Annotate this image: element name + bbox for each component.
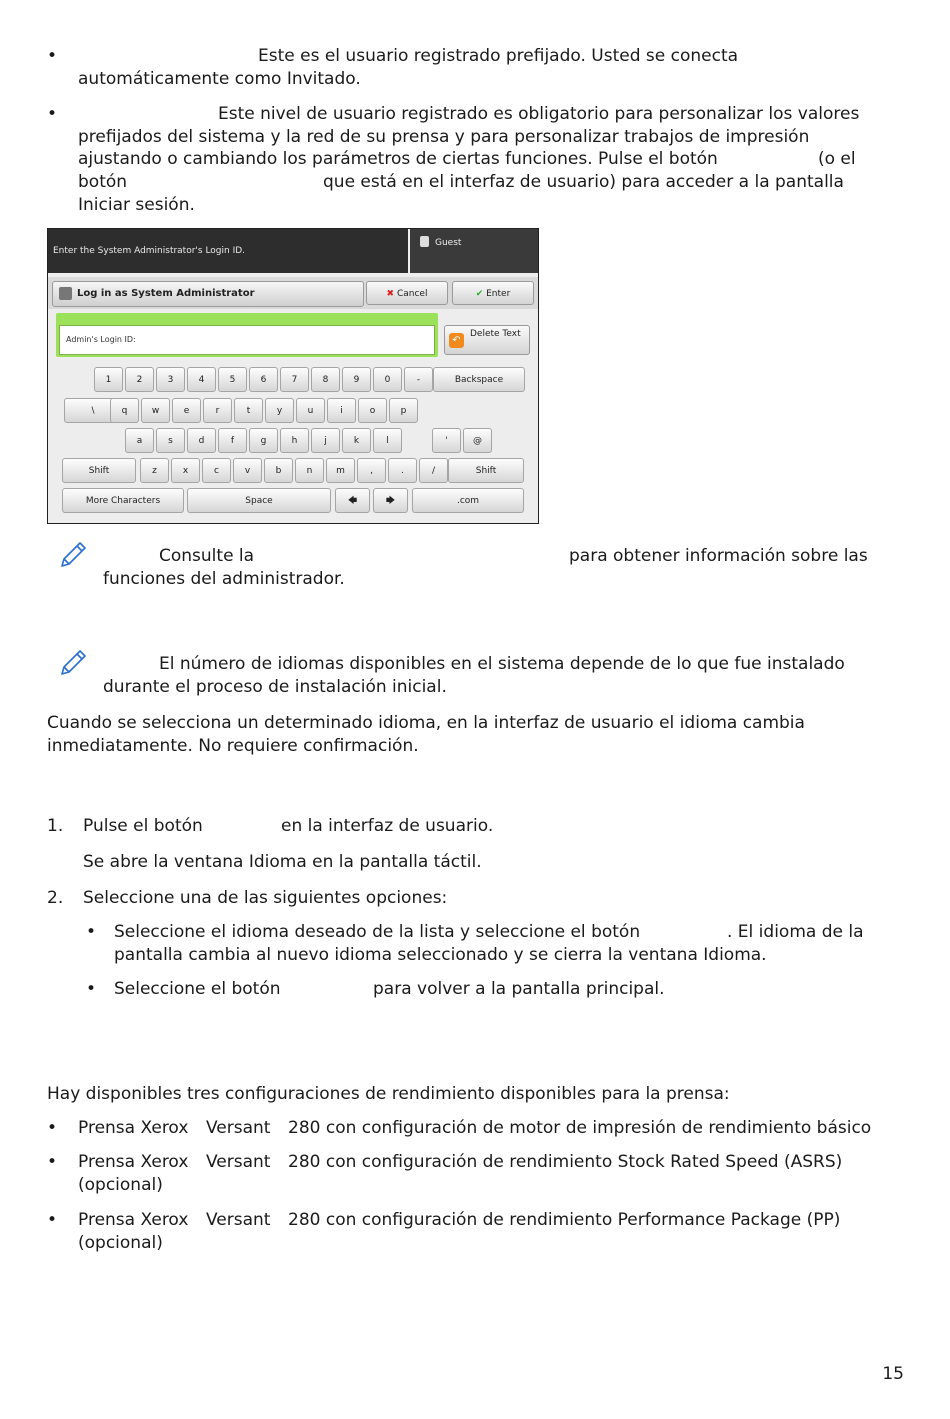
key[interactable]: 8 [311, 367, 340, 392]
key[interactable]: , [357, 458, 386, 483]
key[interactable]: 3 [156, 367, 185, 392]
guest-indicator [410, 229, 538, 273]
key[interactable]: \ [64, 398, 122, 423]
bullet-mark: • [86, 922, 97, 942]
note-text: durante el proceso de instalación inicial. [103, 677, 447, 697]
key[interactable]: l [373, 428, 402, 453]
bullet-text: pantalla cambia al nuevo idioma seleccionado y se cierra la ventana Idioma. [114, 945, 767, 965]
key[interactable]: e [172, 398, 201, 423]
pencil-icon [58, 648, 88, 678]
key[interactable]: n [295, 458, 324, 483]
user-icon [59, 287, 72, 300]
note-text: para obtener información sobre las [569, 546, 868, 566]
key[interactable]: y [265, 398, 294, 423]
login-id-label: Admin's Login ID: [66, 335, 136, 344]
key[interactable]: x [171, 458, 200, 483]
more-characters-key[interactable]: More Characters [62, 488, 184, 513]
bullet-mark: • [47, 46, 58, 66]
perf-text: (opcional) [78, 1233, 163, 1253]
cancel-button[interactable] [366, 281, 448, 305]
key[interactable]: 1 [94, 367, 123, 392]
prompt-text: Enter the System Administrator's Login ID. [53, 246, 246, 256]
key[interactable]: / [419, 458, 448, 483]
key[interactable]: m [326, 458, 355, 483]
perf-text: Versant [206, 1118, 271, 1138]
bullet-text: para volver a la pantalla principal. [373, 979, 665, 999]
key[interactable]: p [389, 398, 418, 423]
prompt-bar [48, 229, 408, 273]
key[interactable]: 2 [125, 367, 154, 392]
lock-icon [420, 236, 429, 247]
shift-key[interactable]: Shift [62, 458, 136, 483]
step-number: 1. [47, 816, 64, 836]
key[interactable]: c [202, 458, 231, 483]
key[interactable]: . [388, 458, 417, 483]
key[interactable]: v [233, 458, 262, 483]
key[interactable]: 0 [373, 367, 402, 392]
perf-text: (opcional) [78, 1175, 163, 1195]
paragraph: Hay disponibles tres configuraciones de rendimiento disponibles para la prensa: [47, 1084, 730, 1104]
delete-text-button[interactable] [444, 325, 530, 355]
bullet-text: que está en el interfaz de usuario) para acceder a la pantalla [323, 172, 844, 192]
key[interactable]: 7 [280, 367, 309, 392]
cancel-label: Cancel [396, 289, 428, 299]
key[interactable]: k [342, 428, 371, 453]
cancel-icon: ✖ [386, 289, 395, 299]
step-number: 2. [47, 888, 64, 908]
login-title-label: Log in as System Administrator [77, 288, 255, 299]
note-text: Consulte la [159, 546, 255, 566]
perf-text: 280 con configuración de rendimiento Performance Package (PP) [288, 1210, 841, 1230]
enter-label: Enter [486, 289, 511, 299]
key[interactable]: o [358, 398, 387, 423]
note-text: funciones del administrador. [103, 569, 345, 589]
key[interactable]: @ [463, 428, 492, 453]
bullet-mark: • [47, 1118, 58, 1138]
bullet-text: automáticamente como Invitado. [78, 69, 361, 89]
login-id-input[interactable] [59, 325, 435, 355]
bullet-text: (o el [818, 149, 856, 169]
delete-text-label: Delete Text [470, 329, 521, 339]
bullet-text: ajustando o cambiando los parámetros de ciertas funciones. Pulse el botón [78, 149, 718, 169]
shift-key[interactable]: Shift [448, 458, 524, 483]
arrow-right-key[interactable]: 🡆 [373, 488, 408, 513]
perf-text: Versant [206, 1152, 271, 1172]
enter-button[interactable] [452, 281, 534, 305]
bullet-mark: • [47, 104, 58, 124]
key[interactable]: 9 [342, 367, 371, 392]
key[interactable]: s [156, 428, 185, 453]
key[interactable]: g [249, 428, 278, 453]
bullet-mark: • [86, 979, 97, 999]
dotcom-key[interactable]: .com [412, 488, 524, 513]
arrow-left-key[interactable]: 🡄 [335, 488, 370, 513]
key[interactable]: 6 [249, 367, 278, 392]
key[interactable]: 4 [187, 367, 216, 392]
step-text: en la interfaz de usuario. [281, 816, 494, 836]
paragraph: inmediatamente. No requiere confirmación. [47, 736, 419, 756]
key[interactable]: ' [432, 428, 461, 453]
perf-text: Prensa Xerox [78, 1118, 189, 1138]
paragraph: Cuando se selecciona un determinado idioma, en la interfaz de usuario el idioma cambia [47, 713, 805, 733]
key[interactable]: t [234, 398, 263, 423]
key[interactable]: r [203, 398, 232, 423]
perf-text: 280 con configuración de motor de impresión de rendimiento básico [288, 1118, 872, 1138]
note-text: El número de idiomas disponibles en el sistema depende de lo que fue instalado [159, 654, 845, 674]
bullet-text: Este nivel de usuario registrado es obligatorio para personalizar los valores [218, 104, 860, 124]
bullet-text: Seleccione el botón [114, 979, 281, 999]
backspace-key[interactable]: Backspace [433, 367, 525, 392]
login-id-wrap [56, 313, 438, 357]
key[interactable]: q [110, 398, 139, 423]
step-text: Se abre la ventana Idioma en la pantalla táctil. [83, 852, 482, 872]
pencil-icon [58, 540, 88, 570]
undo-icon: ↶ [449, 333, 464, 348]
step-text: Seleccione una de las siguientes opciones: [83, 888, 448, 908]
bullet-text: Iniciar sesión. [78, 195, 195, 215]
key[interactable]: d [187, 428, 216, 453]
bullet-text: prefijados del sistema y la red de su prensa y para personalizar trabajos de impresión [78, 127, 810, 147]
bullet-mark: • [47, 1152, 58, 1172]
bullet-text: botón [78, 172, 128, 192]
page-number: 15 [882, 1364, 904, 1384]
key[interactable]: i [327, 398, 356, 423]
guest-label: Guest [435, 238, 462, 248]
key[interactable]: - [404, 367, 433, 392]
key[interactable]: w [141, 398, 170, 423]
key[interactable]: a [125, 428, 154, 453]
bullet-text: . El idioma de la [727, 922, 864, 942]
login-title [52, 281, 364, 307]
key[interactable]: b [264, 458, 293, 483]
perf-text: Prensa Xerox [78, 1152, 189, 1172]
key[interactable]: j [311, 428, 340, 453]
perf-text: Prensa Xerox [78, 1210, 189, 1230]
step-text: Pulse el botón [83, 816, 203, 836]
space-key[interactable]: Space [187, 488, 331, 513]
perf-text: Versant [206, 1210, 271, 1230]
perf-text: 280 con configuración de rendimiento Stock Rated Speed (ASRS) [288, 1152, 843, 1172]
bullet-text: Este es el usuario registrado prefijado. Usted se conecta [258, 46, 739, 66]
bullet-mark: • [47, 1210, 58, 1230]
key[interactable]: f [218, 428, 247, 453]
login-screenshot [47, 228, 539, 524]
bullet-text: Seleccione el idioma deseado de la lista y seleccione el botón [114, 922, 641, 942]
key[interactable]: h [280, 428, 309, 453]
key[interactable]: 5 [218, 367, 247, 392]
key[interactable]: z [140, 458, 169, 483]
check-icon: ✔ [475, 289, 484, 299]
key[interactable]: u [296, 398, 325, 423]
